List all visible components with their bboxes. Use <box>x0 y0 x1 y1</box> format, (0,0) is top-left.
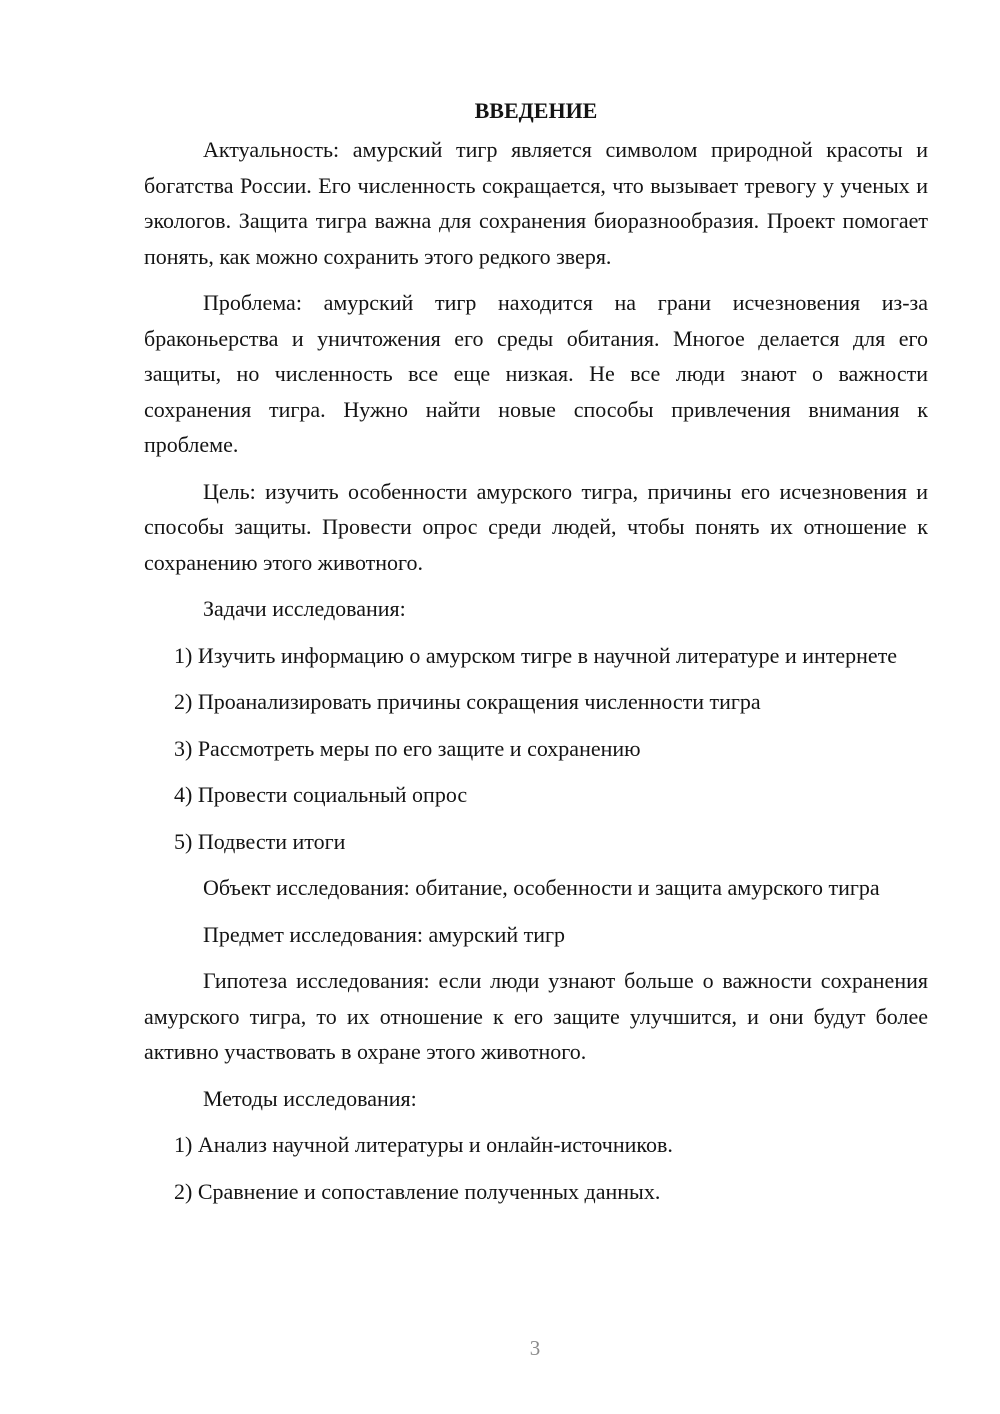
task-item: 1) Изучить информацию о амурском тигре в научной литературе и интернете <box>174 642 898 668</box>
hypothesis-paragraph: Гипотеза исследования: если люди узнают больше о важности сохранения амурского тигра, то их отношение к его защите улучшится, и они будут более активно участвовать в охране этого животного. <box>144 968 928 1064</box>
tasks-heading: Задачи исследования: <box>203 596 406 621</box>
task-item: 4) Провести социальный опрос <box>174 782 468 807</box>
object-paragraph: Объект исследования: обитание, особенности и защита амурского тигра <box>203 875 880 900</box>
section-heading: ВВЕДЕНИЕ <box>474 98 598 123</box>
page-number: 3 <box>529 1336 541 1360</box>
task-item: 5) Подвести итоги <box>174 828 346 854</box>
task-item: 2) Проанализировать причины сокращения численности тигра <box>174 689 761 714</box>
method-item: 1) Анализ научной литературы и онлайн-источников. <box>174 1132 673 1157</box>
relevance-paragraph: Актуальность: амурский тигр является символом природной красоты и богатства России. Его численность сокращается, что вызывает тревогу у ученых и экологов. Защита тигра важна для сохранения биоразнообразия. Проект помогает понять, как можно сохранить этого редкого зверя. <box>144 137 928 269</box>
task-item: 3) Рассмотреть меры по его защите и сохранению <box>174 735 641 761</box>
goal-paragraph: Цель: изучить особенности амурского тигра, причины его исчезновения и способы защиты. Провести опрос среди людей, чтобы понять их отношение к сохранению этого животного. <box>144 478 928 575</box>
document-page <box>144 96 928 1220</box>
problem-paragraph: Проблема: амурский тигр находится на грани исчезновения из-за браконьерства и уничтожения его среды обитания. Многое делается для его защиты, но численность все еще низкая. Не все люди знают о важности сохранения тигра. Нужно найти новые способы привлечения внимания к проблеме. <box>144 290 928 457</box>
method-item: 2) Сравнение и сопоставление полученных данных. <box>174 1178 661 1204</box>
subject-paragraph: Предмет исследования: амурский тигр <box>203 921 566 947</box>
methods-heading: Методы исследования: <box>203 1085 417 1111</box>
methods-list <box>144 1127 928 1209</box>
tasks-list <box>144 638 928 860</box>
